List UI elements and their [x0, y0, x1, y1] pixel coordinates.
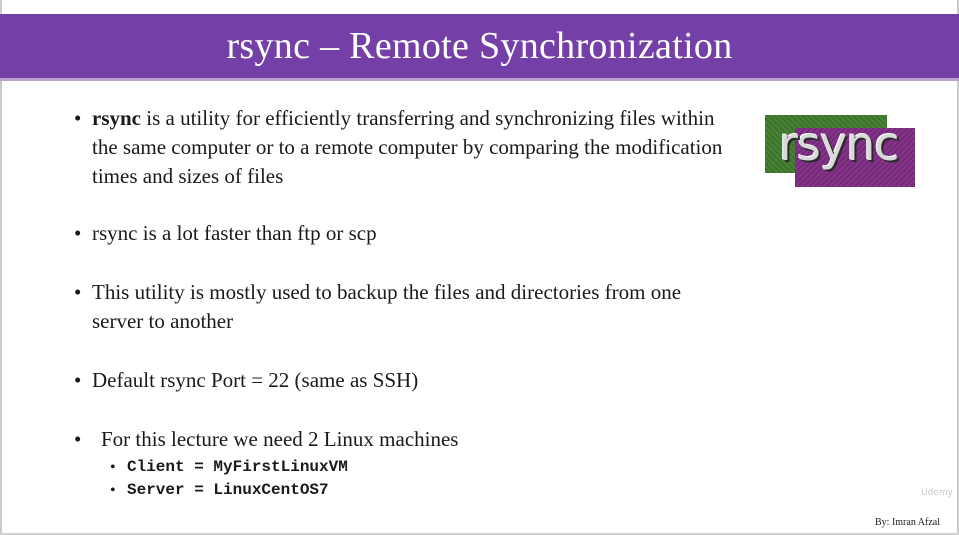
sub-bullet-client [110, 456, 348, 479]
slide-title: rsync – Remote Synchronization [226, 25, 733, 67]
title-bar [0, 14, 959, 78]
bullet-item [74, 219, 734, 248]
bullet-list [74, 104, 734, 454]
bullet-dot: • [74, 368, 82, 392]
sub-bullet-server [110, 479, 348, 502]
title-underline [0, 78, 959, 81]
bullet-bold-term: rsync [92, 106, 141, 130]
bullet-dot: • [74, 427, 82, 451]
bullet-text: This utility is mostly used to backup the files and directories from one server to another [92, 280, 682, 333]
sub-bullet-list [110, 456, 348, 502]
bullet-dot: • [74, 280, 82, 304]
bullet-item [74, 425, 734, 454]
bullet-item [74, 104, 734, 191]
rsync-logo [765, 115, 917, 189]
logo-text: rsync [779, 117, 899, 171]
bullet-text: Default rsync Port = 22 (same as SSH) [92, 368, 419, 392]
bullet-dot: • [74, 221, 82, 245]
bullet-dot: • [74, 106, 82, 130]
udemy-watermark: Udemy [921, 488, 953, 498]
bullet-text: is a utility for efficiently transferring and synchronizing files within the same computer or to a remote computer by comparing the modification times and sizes of files [92, 106, 723, 188]
bullet-text: rsync is a lot faster than ftp or scp [92, 221, 377, 245]
bullet-dot: • [110, 482, 116, 499]
sub-bullet-text: Client = MyFirstLinuxVM [127, 458, 348, 476]
bullet-text: For this lecture we need 2 Linux machines [101, 427, 459, 451]
sub-bullet-text: Server = LinuxCentOS7 [127, 481, 329, 499]
bullet-item [74, 278, 734, 336]
bullet-item [74, 366, 734, 395]
bullet-dot: • [110, 459, 116, 476]
author-credit: By: Imran Afzal [875, 517, 940, 528]
